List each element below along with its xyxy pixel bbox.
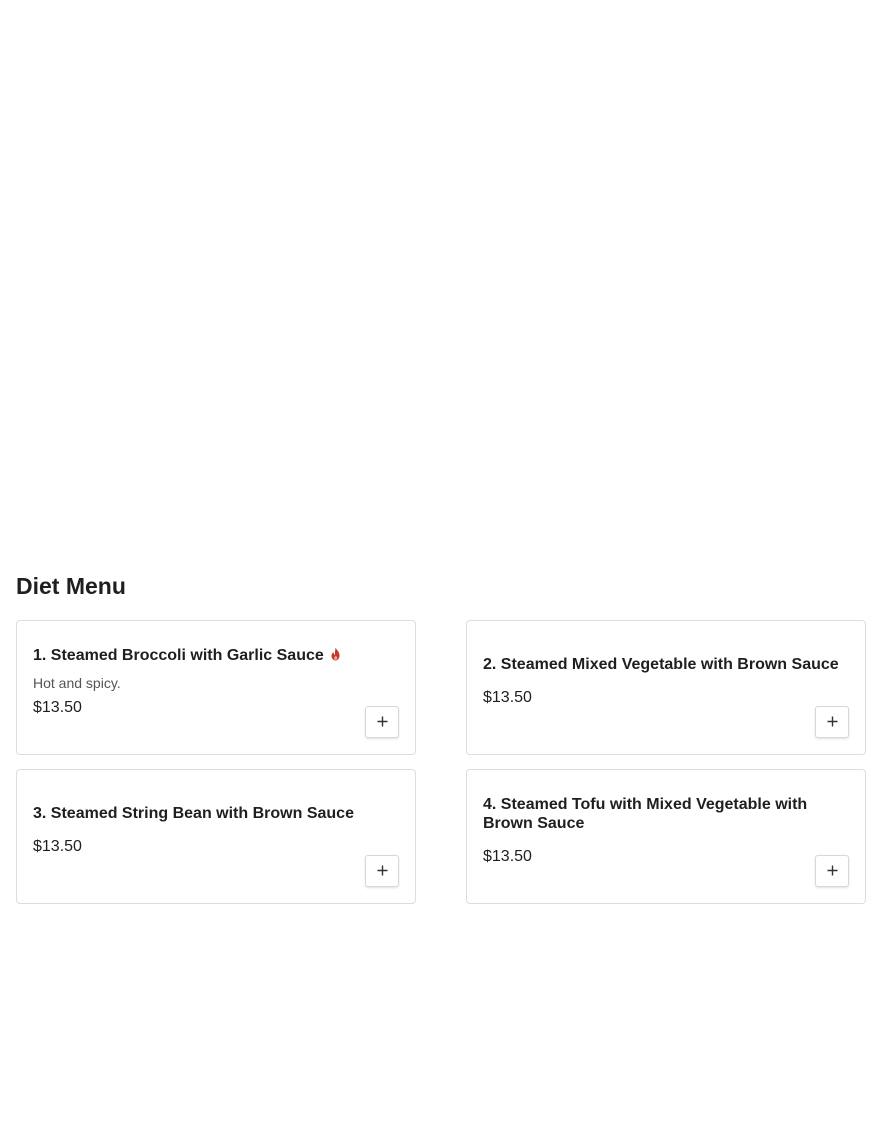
add-to-cart-button[interactable] <box>365 706 399 738</box>
menu-item-name: 3. Steamed String Bean with Brown Sauce <box>33 805 354 822</box>
flame-icon <box>329 647 342 666</box>
menu-item-price: $13.50 <box>33 698 82 716</box>
menu-item-title <box>33 646 399 666</box>
diet-menu-section <box>16 568 868 604</box>
plus-icon <box>377 715 388 730</box>
menu-item-name: 4. Steamed Tofu with Mixed Vegetable with Brown Sauce <box>483 795 808 832</box>
plus-icon <box>377 864 388 879</box>
menu-item-body <box>33 770 399 903</box>
menu-item-card[interactable] <box>16 620 416 755</box>
menu-item-body <box>483 621 849 754</box>
menu-item-name: 1. Steamed Broccoli with Garlic Sauce <box>33 646 324 664</box>
menu-item-card[interactable] <box>16 769 416 904</box>
section-title: Diet Menu <box>16 573 126 599</box>
menu-item-body <box>33 621 399 754</box>
add-to-cart-button[interactable] <box>815 855 849 887</box>
plus-icon <box>827 715 838 730</box>
menu-item-price: $13.50 <box>483 689 532 706</box>
plus-icon <box>827 864 838 879</box>
add-to-cart-button[interactable] <box>365 855 399 887</box>
menu-item-price: $13.50 <box>33 838 82 855</box>
menu-item-price: $13.50 <box>483 847 532 865</box>
menu-item-body <box>483 770 849 903</box>
menu-item-card[interactable] <box>466 769 866 904</box>
menu-item-card[interactable] <box>466 620 866 755</box>
menu-item-description: Hot and spicy. <box>33 674 121 691</box>
add-to-cart-button[interactable] <box>815 706 849 738</box>
menu-item-name: 2. Steamed Mixed Vegetable with Brown Sauce <box>483 656 839 673</box>
